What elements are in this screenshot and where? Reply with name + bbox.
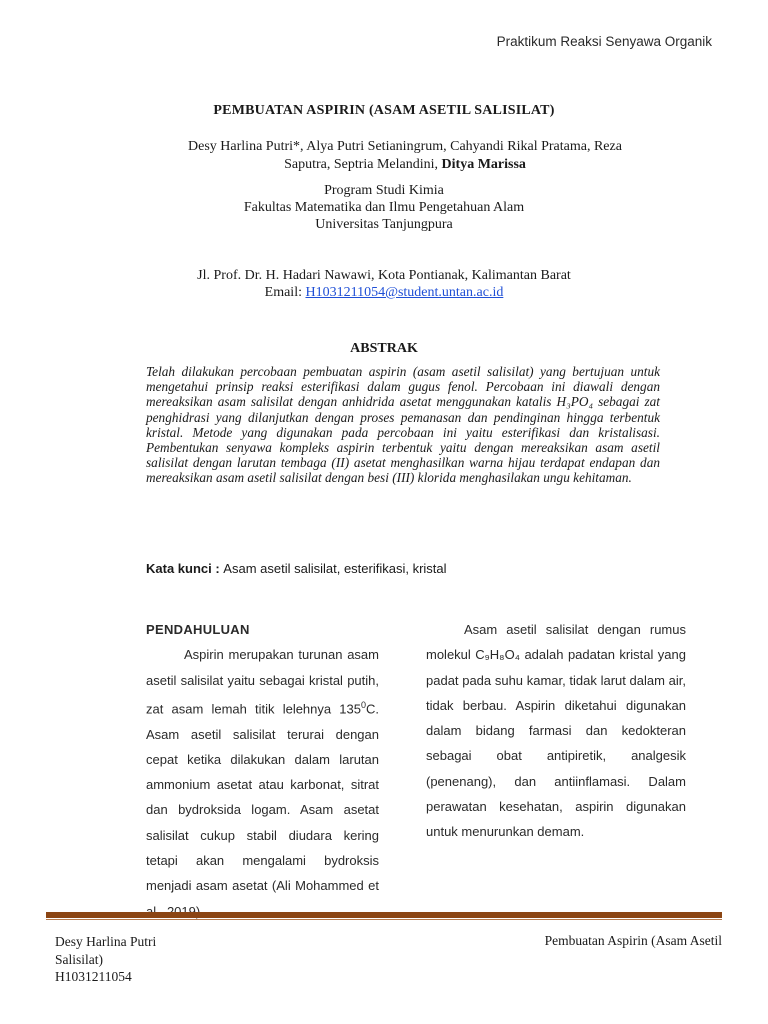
postal-address: Jl. Prof. Dr. H. Hadari Nawawi, Kota Pontianak, Kalimantan Barat (197, 268, 571, 283)
email-label: Email: (264, 285, 306, 300)
email-link[interactable]: H1031211054@student.untan.ac.id (305, 285, 504, 300)
address-block (0, 267, 768, 301)
corresponding-author: Ditya Marissa (441, 157, 526, 172)
left-column (146, 617, 379, 924)
intro-paragraph-right: Asam asetil salisilat dengan rumus molekul C₉H₈O₄ adalah padatan kristal yang padat pada suhu kamar, tidak larut dalam air, tidak berbau. Aspirin diketahui digunakan dalam bidang farmasi dan kedokteran sebagai obat antipiretik, analgesik (penenang), dan antiinflamasi. Dalam perawatan kesehatan, aspirin digunakan untuk menurunkan demam. (426, 622, 686, 840)
running-header: Praktikum Reaksi Senyawa Organik (496, 34, 712, 49)
authors-line-1: Desy Harlina Putri*, Alya Putri Setianingrum, Cahyandi Rikal Pratama, Reza (188, 139, 622, 154)
right-column (426, 617, 686, 845)
keywords-label: Kata kunci : (146, 561, 224, 576)
footer-author: Desy Harlina Putri (55, 934, 157, 949)
keywords (146, 561, 447, 576)
email-line (0, 284, 768, 301)
authors-line-2: Saputra, Septria Melandini, (284, 157, 442, 172)
affiliation-program: Program Studi Kimia (324, 183, 444, 198)
abstract-text: Telah dilakukan percobaan pembuatan aspirin (asam asetil salisilat) yang bertujuan untuk mengetahui prinsip reaksi esterifikasi dalam gugus fenol. Percobaan ini diawali dengan mereaksikan asam salisilat dengan anhidrida asetat menggunakan katalis H₃PO₄ sebagai zat penghidrasi yang dilanjutkan dengan proses pemanasan dan pendinginan hingga terbentuk kristal. Metode yang digunakan pada percobaan ini yaitu esterifikasi dan kristalisasi. Pembentukan senyawa kompleks aspirin terbentuk yaitu dengan mereaksikan asam asetil salisilat dengan larutan tembaga (II) asetat menghasilkan warna hijau terdapat endapan dan mereaksikan asam asetil salisilat dengan besi (III) klorida menghasilakan ungu kehitaman. (146, 364, 660, 486)
paper-title: PEMBUATAN ASPIRIN (ASAM ASETIL SALISILAT) (213, 103, 555, 118)
abstract-heading: ABSTRAK (350, 341, 418, 356)
intro-text-b: C. Asam asetil salisilat terurai dengan cepat ketika dilakukan dalam larutan ammonium asetat atau karbonat, sitrat dan bydroksida logam. Asam asetat salisilat cukup stabil diudara kering tetapi akan mengalami bydroksis menjadi asam asetat (Ali Mohammed et (146, 701, 379, 894)
affiliation (0, 182, 768, 233)
footer-student-id: H1031211054 (55, 969, 132, 984)
footer-left (55, 933, 156, 986)
intro-paragraph-left (146, 642, 379, 924)
footer-title-continued: Salisilat) (55, 951, 103, 967)
footer-rule-thin (46, 919, 722, 920)
footer-rule (46, 912, 722, 918)
degree-superscript: 0 (360, 699, 366, 710)
author-list (150, 138, 660, 174)
keywords-value: Asam asetil salisilat, esterifikasi, kristal (223, 561, 447, 576)
affiliation-university: Universitas Tanjungpura (315, 217, 453, 232)
footer-right: Pembuatan Aspirin (Asam Asetil (544, 933, 722, 948)
section-heading: PENDAHULUAN (146, 622, 250, 637)
intro-text-a: Aspirin merupakan turunan asam asetil salisilat yaitu sebagai kristal putih, zat asam lemah titik lelehnya 135 (146, 647, 379, 717)
affiliation-faculty: Fakultas Matematika dan Ilmu Pengetahuan Alam (243, 200, 525, 215)
